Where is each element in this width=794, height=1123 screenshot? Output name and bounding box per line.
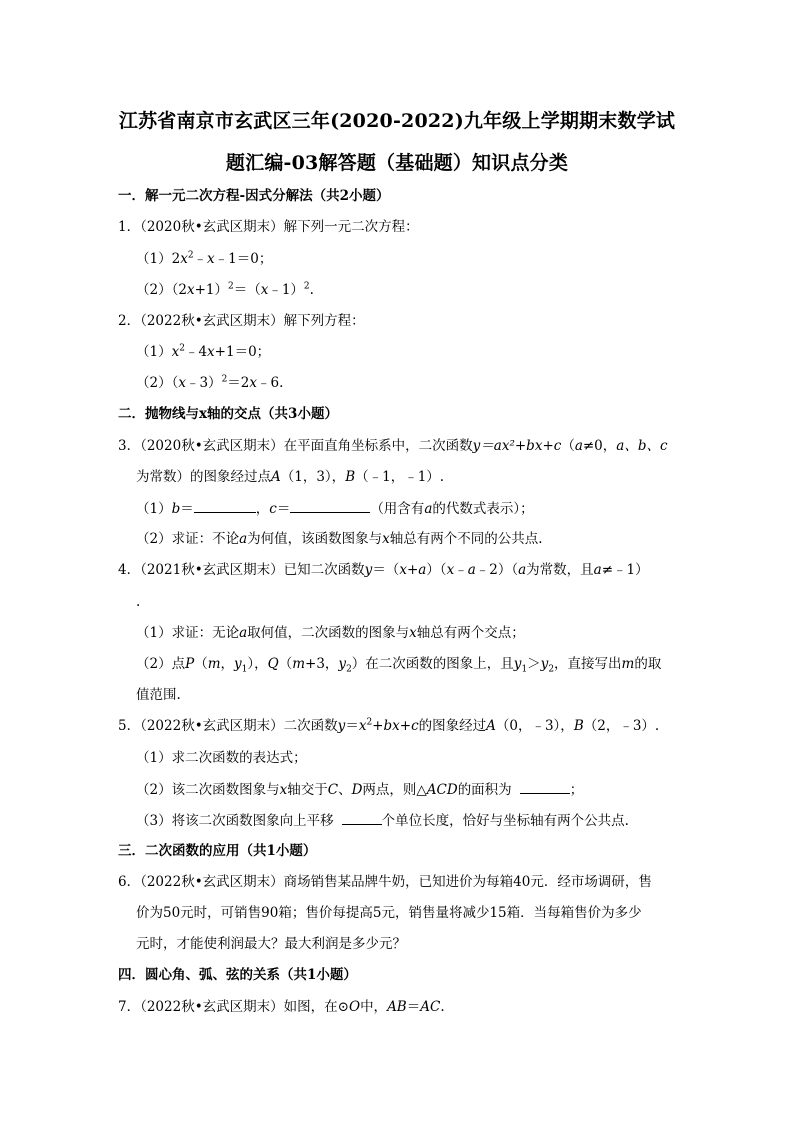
question-4-line-5: 值范围. [136, 687, 181, 703]
question-5-line-4: （3）将该二次函数图象向上平移 个单位长度，恰好与坐标轴有两个公共点. [136, 813, 629, 829]
question-3-line-2: 为常数）的图象经过点A（1，3），B（﹣1，﹣1）. [136, 469, 445, 485]
answer-blank-shift[interactable] [342, 811, 382, 825]
answer-blank-b[interactable] [194, 499, 256, 513]
question-1-part-1: $(1)2x^2﹣x﹣1=0$； [136, 250, 273, 267]
answer-blank-c[interactable] [290, 499, 370, 513]
section-heading-1: 一．解一元二次方程-因式分解法（共2小题） [118, 188, 390, 204]
question-3-line-4: （2）求证：不论a为何值，该函数图象与x轴总有两个不同的公共点. [136, 531, 543, 547]
question-5-line-2: （1）求二次函数的表达式； [136, 750, 307, 766]
question-1-part-2: $(2)(2x+1)^2=(x﹣1)^2$. [136, 281, 314, 298]
question-2-stem: 2．（2022秋•玄武区期末）解下列方程： [118, 313, 365, 329]
question-1-stem: 1．（2020秋•玄武区期末）解下列一元二次方程： [118, 219, 419, 235]
question-4-line-1: 4．（2021秋•玄武区期末）已知二次函数y＝（x+a）（x﹣a﹣2）（a为常数，且a≠﹣1） [118, 562, 649, 578]
doc-title-line-1: 江苏省南京市玄武区三年(2020-2022)九年级上学期期末数学试 [118, 110, 676, 132]
question-4-line-3: （1）求证：无论a取何值，二次函数的图象与x轴总有两个交点； [136, 625, 525, 641]
question-6-line-3: 元时，才能使利润最大？最大利润是多少元？ [136, 936, 406, 952]
question-3-line-3: （1）b＝ ，c＝ （用含有a的代数式表示）； [136, 501, 534, 517]
question-6-line-1: 6．（2022秋•玄武区期末）商场销售某品牌牛奶，已知进价为每箱40元．经市场调研，售 [118, 874, 652, 890]
question-6-line-2: 价为50元时，可销售90箱；售价每提高5元，销售量将减少15箱．当每箱售价为多少 [136, 905, 642, 921]
question-3-line-1: 3．（2020秋•玄武区期末）在平面直角坐标系中，二次函数y＝ax²+bx+c（a≠0，a、b、c [118, 438, 668, 454]
section-heading-4: 四．圆心角、弧、弦的关系（共1小题） [118, 967, 357, 983]
question-2-part-1: $(1)x^2﹣4x+1=0$； [136, 343, 271, 360]
section-heading-2: 二．抛物线与x轴的交点（共3小题） [118, 406, 338, 422]
answer-blank-area[interactable] [520, 780, 570, 794]
question-4-line-4: （2）点P（m，$y_1$），Q（m+3，$y_2$）在二次函数的图象上，且$y_1>y_2$，直接写出m的取 [136, 656, 662, 675]
question-4-line-2: . [136, 594, 141, 610]
section-heading-3: 三．二次函数的应用（共1小题） [118, 843, 317, 859]
doc-title-line-2: 题汇编-03解答题（基础题）知识点分类 [225, 152, 569, 174]
question-7-line-1: 7．（2022秋•玄武区期末）如图，在⊙O中，AB＝AC. [118, 999, 445, 1015]
question-2-part-2: （2）（x﹣3）$^2$＝2x﹣6. [136, 374, 284, 391]
question-5-line-1: 5．（2022秋•玄武区期末）二次函数$y=x^2+bx+c$的图象经过A（0，﹣3），B（2，﹣3）. [118, 717, 660, 734]
question-5-line-3: （2）该二次函数图象与x轴交于C、D两点，则△ACD的面积为 ； [136, 782, 584, 798]
